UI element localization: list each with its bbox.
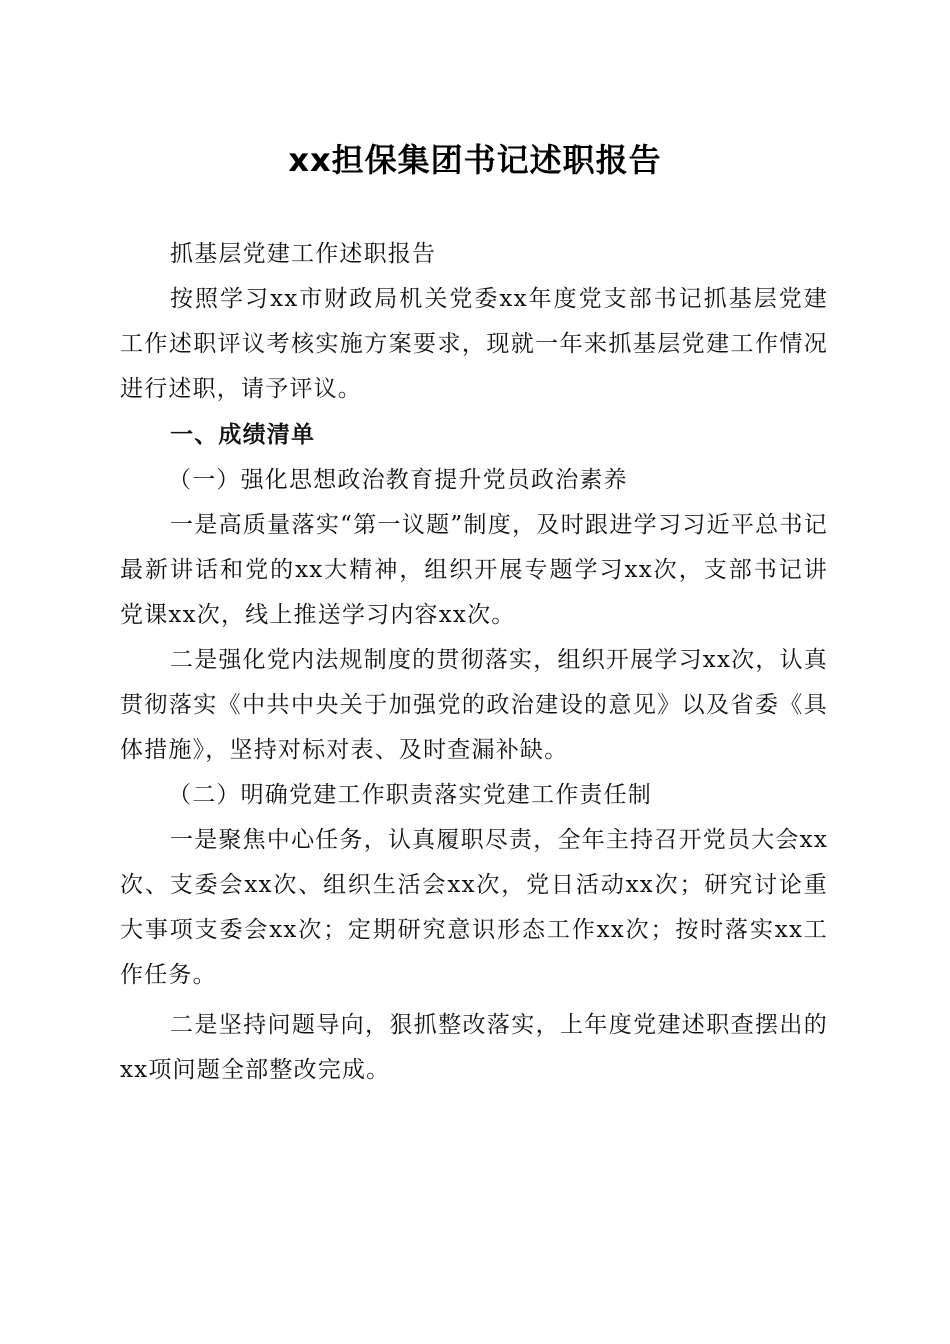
subsection-heading-2: （二）明确党建工作职责落实党建工作责任制: [168, 782, 652, 808]
paragraph-item-2: 二是强化党内法规制度的贯彻落实，组织开展学习xx次，认真贯彻落实《中共中央关于加强党的政治建设的意见》以及省委《具体措施》，坚持对标对表、及时查漏补缺。: [120, 647, 828, 763]
paragraph-subtitle: 抓基层党建工作述职报告: [170, 241, 437, 267]
paragraph-item-1: 一是高质量落实“第一议题”制度，及时跟进学习习近平总书记最新讲话和党的xx大精神，组织开展专题学习xx次，支部书记讲党课xx次，线上推送学习内容xx次。: [120, 512, 828, 628]
paragraph-intro: 按照学习xx市财政局机关党委xx年度党支部书记抓基层党建工作述职评议考核实施方案要求，现就一年来抓基层党建工作情况进行述职，请予评议。: [120, 286, 828, 402]
document-body: [120, 232, 828, 1093]
document-title: xx担保集团书记述职报告: [288, 141, 662, 179]
subsection-heading-1: （一）强化思想政治教育提升党员政治素养: [168, 467, 628, 493]
paragraph-item-4: 二是坚持问题导向，狠抓整改落实，上年度党建述职查摆出的xx项问题全部整改完成。: [120, 1012, 828, 1083]
section-heading: 一、成绩清单: [170, 422, 316, 448]
paragraph-item-3: 一是聚焦中心任务，认真履职尽责，全年主持召开党员大会xx次、支委会xx次、组织生活会xx次，党日活动xx次；研究讨论重大事项支委会xx次；定期研究意识形态工作xx次；按时落实xx工作任务。: [120, 827, 828, 988]
